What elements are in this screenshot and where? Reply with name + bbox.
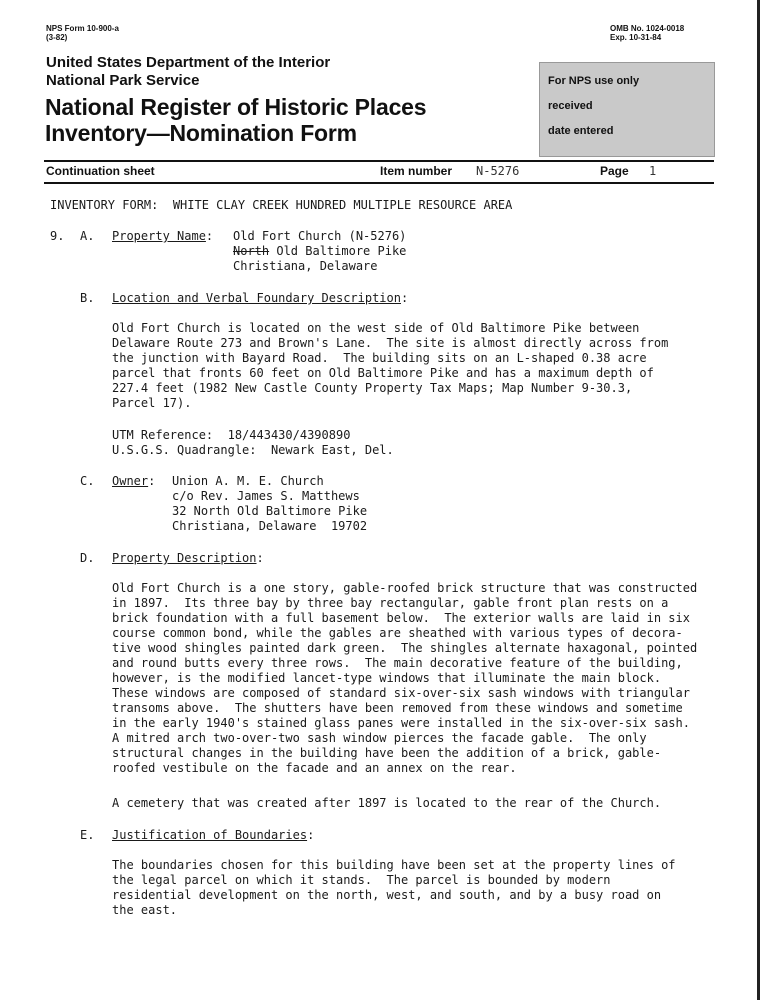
inventory-form-line: INVENTORY FORM: WHITE CLAY CREEK HUNDRED MULTIPLE RESOURCE AREA: [50, 198, 513, 212]
section-e-heading: Justification of Boundaries:: [112, 828, 315, 842]
form-number: NPS Form 10-900-a: [46, 24, 119, 33]
owner-line-1: c/o Rev. James S. Matthews: [172, 489, 360, 503]
description-line-10: in the early 1940's stained glass panes were installed in the six-over-six sash.: [112, 716, 690, 730]
section-d-letter: D.: [80, 551, 95, 565]
description-line-2: in 1897. Its three bay by three bay rectangular, gable front plan rests on a: [112, 596, 669, 610]
location-line-6: Parcel 17).: [112, 396, 192, 410]
justification-line-4: the east.: [112, 903, 178, 917]
description-line-3: brick foundation with a full basement below. The exterior walls are laid in six: [112, 611, 690, 625]
property-name: Old Fort Church (N-5276): [233, 229, 407, 243]
location-line-3: the junction with Bayard Road. The building sits on an L-shaped 0.38 acre: [112, 351, 647, 365]
section-e-letter: E.: [80, 828, 95, 842]
property-description-label: Property Description: [112, 551, 257, 565]
description-line-4: course common bond, while the gables are sheathed with various types of decora-: [112, 626, 683, 640]
description-line-7: however, is the modified lancet-type windows that illuminate the main block.: [112, 671, 662, 685]
page-value: 1: [649, 164, 657, 178]
item-number-value: N-5276: [476, 164, 520, 178]
page-title: [45, 94, 426, 146]
justification-label: Justification of Boundaries: [112, 828, 308, 842]
location-line-2: Delaware Route 273 and Brown's Lane. The site is almost directly across from: [112, 336, 669, 350]
address-rest: Old Baltimore Pike: [269, 244, 407, 258]
struck-word: North: [233, 244, 270, 258]
cemetery-note: A cemetery that was created after 1897 is located to the rear of the Church.: [112, 796, 662, 810]
title-line-2: Inventory—Nomination Form: [45, 120, 357, 146]
owner-line-2: 32 North Old Baltimore Pike: [172, 504, 368, 518]
description-line-5: tive wood shingles painted dark green. The shingles alternate haxagonal, pointed: [112, 641, 698, 655]
location-line-4: parcel that fronts 60 feet on Old Baltimore Pike and has a maximum depth of: [112, 366, 654, 380]
nps-use-only-box: [539, 62, 715, 157]
utm-reference: UTM Reference: 18/443430/4390890: [112, 428, 351, 442]
title-line-1: National Register of Historic Places: [45, 94, 427, 120]
form-date: (3-82): [46, 33, 68, 42]
section-b-heading: Location and Verbal Foundary Description:: [112, 291, 409, 305]
justification-line-2: the legal parcel on which it stands. The parcel is bounded by modern: [112, 873, 611, 887]
location-line-5: 227.4 feet (1982 New Castle County Property Tax Maps; Map Number 9-30.3,: [112, 381, 633, 395]
omb-block: [610, 24, 684, 42]
owner-line-3: Christiana, Delaware 19702: [172, 519, 368, 533]
location-label: Location and Verbal Foundary Description: [112, 291, 401, 305]
description-line-13: roofed vestibule on the facade and an annex on the rear.: [112, 761, 517, 775]
description-line-1: Old Fort Church is a one story, gable-roofed brick structure that was constructed: [112, 581, 698, 595]
section-a-letter: A.: [80, 229, 95, 243]
header-rule-bottom: [44, 182, 714, 184]
justification-line-1: The boundaries chosen for this building have been set at the property lines of: [112, 858, 676, 872]
description-line-8: These windows are composed of standard six-over-six sash windows with triangular: [112, 686, 690, 700]
page-label: Page: [600, 164, 629, 178]
justification-line-3: residential development on the north, west, and south, and by a busy road on: [112, 888, 662, 902]
received-label: received: [548, 100, 593, 112]
continuation-sheet-label: Continuation sheet: [46, 164, 155, 178]
property-address: [233, 244, 406, 259]
section-a-heading: Property Name:: [112, 229, 214, 243]
property-city: Christiana, Delaware: [233, 259, 378, 273]
header-rule-top: [44, 160, 714, 162]
department-name: United States Department of the Interior: [46, 54, 331, 71]
page-edge: [757, 0, 760, 1000]
usgs-quadrangle: U.S.G.S. Quadrangle: Newark East, Del.: [112, 443, 394, 457]
service-name: National Park Service: [46, 72, 200, 89]
item-number: 9.: [50, 229, 65, 243]
owner-name: Union A. M. E. Church: [172, 474, 324, 488]
section-b-letter: B.: [80, 291, 95, 305]
expiration-date: Exp. 10-31-84: [610, 33, 662, 42]
section-d-heading: Property Description:: [112, 551, 264, 565]
description-line-9: transoms above. The shutters have been removed from these windows and sometime: [112, 701, 683, 715]
location-line-1: Old Fort Church is located on the west side of Old Baltimore Pike between: [112, 321, 640, 335]
section-c-letter: C.: [80, 474, 95, 488]
omb-number: OMB No. 1024-0018: [610, 24, 685, 33]
item-number-label: Item number: [380, 164, 453, 178]
description-line-11: A mitred arch two-over-two sash window pierces the facade gable. The only: [112, 731, 647, 745]
date-entered-label: date entered: [548, 125, 614, 137]
nps-use-only-label: For NPS use only: [548, 75, 640, 87]
section-c-heading: Owner:: [112, 474, 156, 488]
form-number-block: [46, 24, 119, 42]
description-line-6: and round butts every three rows. The main decorative feature of the building,: [112, 656, 683, 670]
description-line-12: structural changes in the building have been the addition of a brick, gable-: [112, 746, 662, 760]
agency-block: [46, 54, 330, 90]
owner-label: Owner: [112, 474, 149, 488]
property-name-label: Property Name: [112, 229, 206, 243]
